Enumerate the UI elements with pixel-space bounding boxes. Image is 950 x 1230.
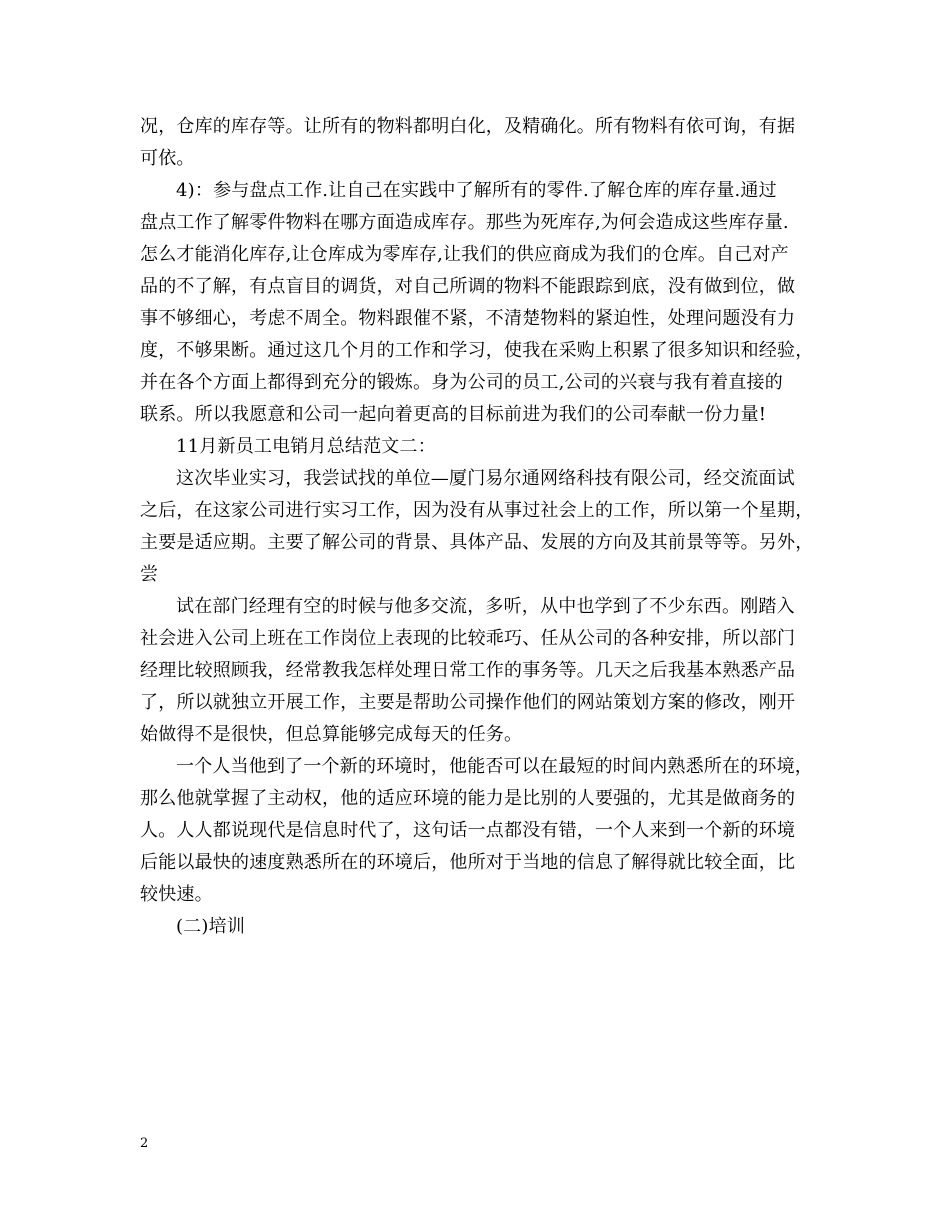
- text-line: 品的不了解，有点盲目的调货，对自己所调的物料不能跟踪到底，没有做到位，做: [140, 276, 796, 297]
- text-line: 人。人人都说现代是信息时代了，这句话一点都没有错，一个人来到一个新的环境: [140, 820, 796, 841]
- paragraph-internship: [140, 463, 820, 591]
- paragraph-new-environment: [140, 751, 820, 911]
- text-line: 怎么才能消化库存,让仓库成为零库存,让我们的供应商成为我们的仓库。自己对产: [140, 244, 789, 265]
- text-line: 试在部门经理有空的时候与他多交流，多听，从中也学到了不少东西。刚踏入: [176, 596, 795, 617]
- text-line: 始做得不是很快，但总算能够完成每天的任务。: [140, 724, 523, 745]
- section-heading-training: [140, 911, 820, 943]
- text-line: 主要是适应期。主要了解公司的背景、具体产品、发展的方向及其前景等等。另外，: [140, 532, 814, 553]
- text-line: 了，所以就独立开展工作，主要是帮助公司操作他们的网站策划方案的修改，刚开: [140, 692, 796, 713]
- text-line: 度，不够果断。通过这几个月的工作和学习，使我在采购上积累了很多知识和经验，: [140, 340, 814, 361]
- text-line: 可依。: [140, 148, 195, 169]
- paragraph-stocktaking: [140, 175, 820, 431]
- text-line: 事不够细心，考虑不周全。物料跟催不紧，不清楚物料的紧迫性，处理问题没有力: [140, 308, 796, 329]
- text-line: 后能以最快的速度熟悉所在的环境后，他所对于当地的信息了解得就比较全面，比: [140, 852, 796, 873]
- paragraph-manager-communication: [140, 591, 820, 751]
- text-line: 这次毕业实习，我尝试找的单位—厦门易尔通网络科技有限公司，经交流面试: [176, 468, 795, 489]
- page-number: 2: [140, 1136, 149, 1151]
- text-line: 经理比较照顾我，经常教我怎样处理日常工作的事务等。几天之后我基本熟悉产品: [140, 660, 796, 681]
- text-line: 并在各个方面上都得到充分的锻炼。身为公司的员工,公司的兴衰与我有着直接的: [140, 372, 783, 393]
- text-line: 联系。所以我愿意和公司一起向着更高的目标前进为我们的公司奉献一份力量!: [140, 404, 767, 425]
- text-line: 况，仓库的库存等。让所有的物料都明白化，及精确化。所有物料有依可询，有据: [140, 116, 796, 137]
- text-line: 之后，在这家公司进行实习工作，因为没有从事过社会上的工作，所以第一个星期，: [140, 500, 814, 521]
- text-line: 较快速。: [140, 884, 213, 905]
- section-heading-sample-two: [140, 431, 820, 463]
- text-line: 社会进入公司上班在工作岗位上表现的比较乖巧、任从公司的各种安排，所以部门: [140, 628, 796, 649]
- text-line: 盘点工作了解零件物料在哪方面造成库存。那些为死库存,为何会造成这些库存量.: [140, 212, 789, 233]
- text-line: 4)：参与盘点工作.让自己在实践中了解所有的零件.了解仓库的库存量.通过: [176, 180, 777, 201]
- text-line: 那么他就掌握了主动权，他的适应环境的能力是比别的人要强的，尤其是做商务的: [140, 788, 796, 809]
- text-line: 一个人当他到了一个新的环境时，他能否可以在最短的时间内熟悉所在的环境，: [176, 756, 813, 777]
- document-body: [140, 111, 820, 943]
- text-line: 尝: [140, 564, 159, 585]
- paragraph-inventory-clarity: [140, 111, 820, 175]
- text-line: 11月新员工电销月总结范文二：: [176, 436, 436, 457]
- text-line: (二)培训: [176, 916, 246, 937]
